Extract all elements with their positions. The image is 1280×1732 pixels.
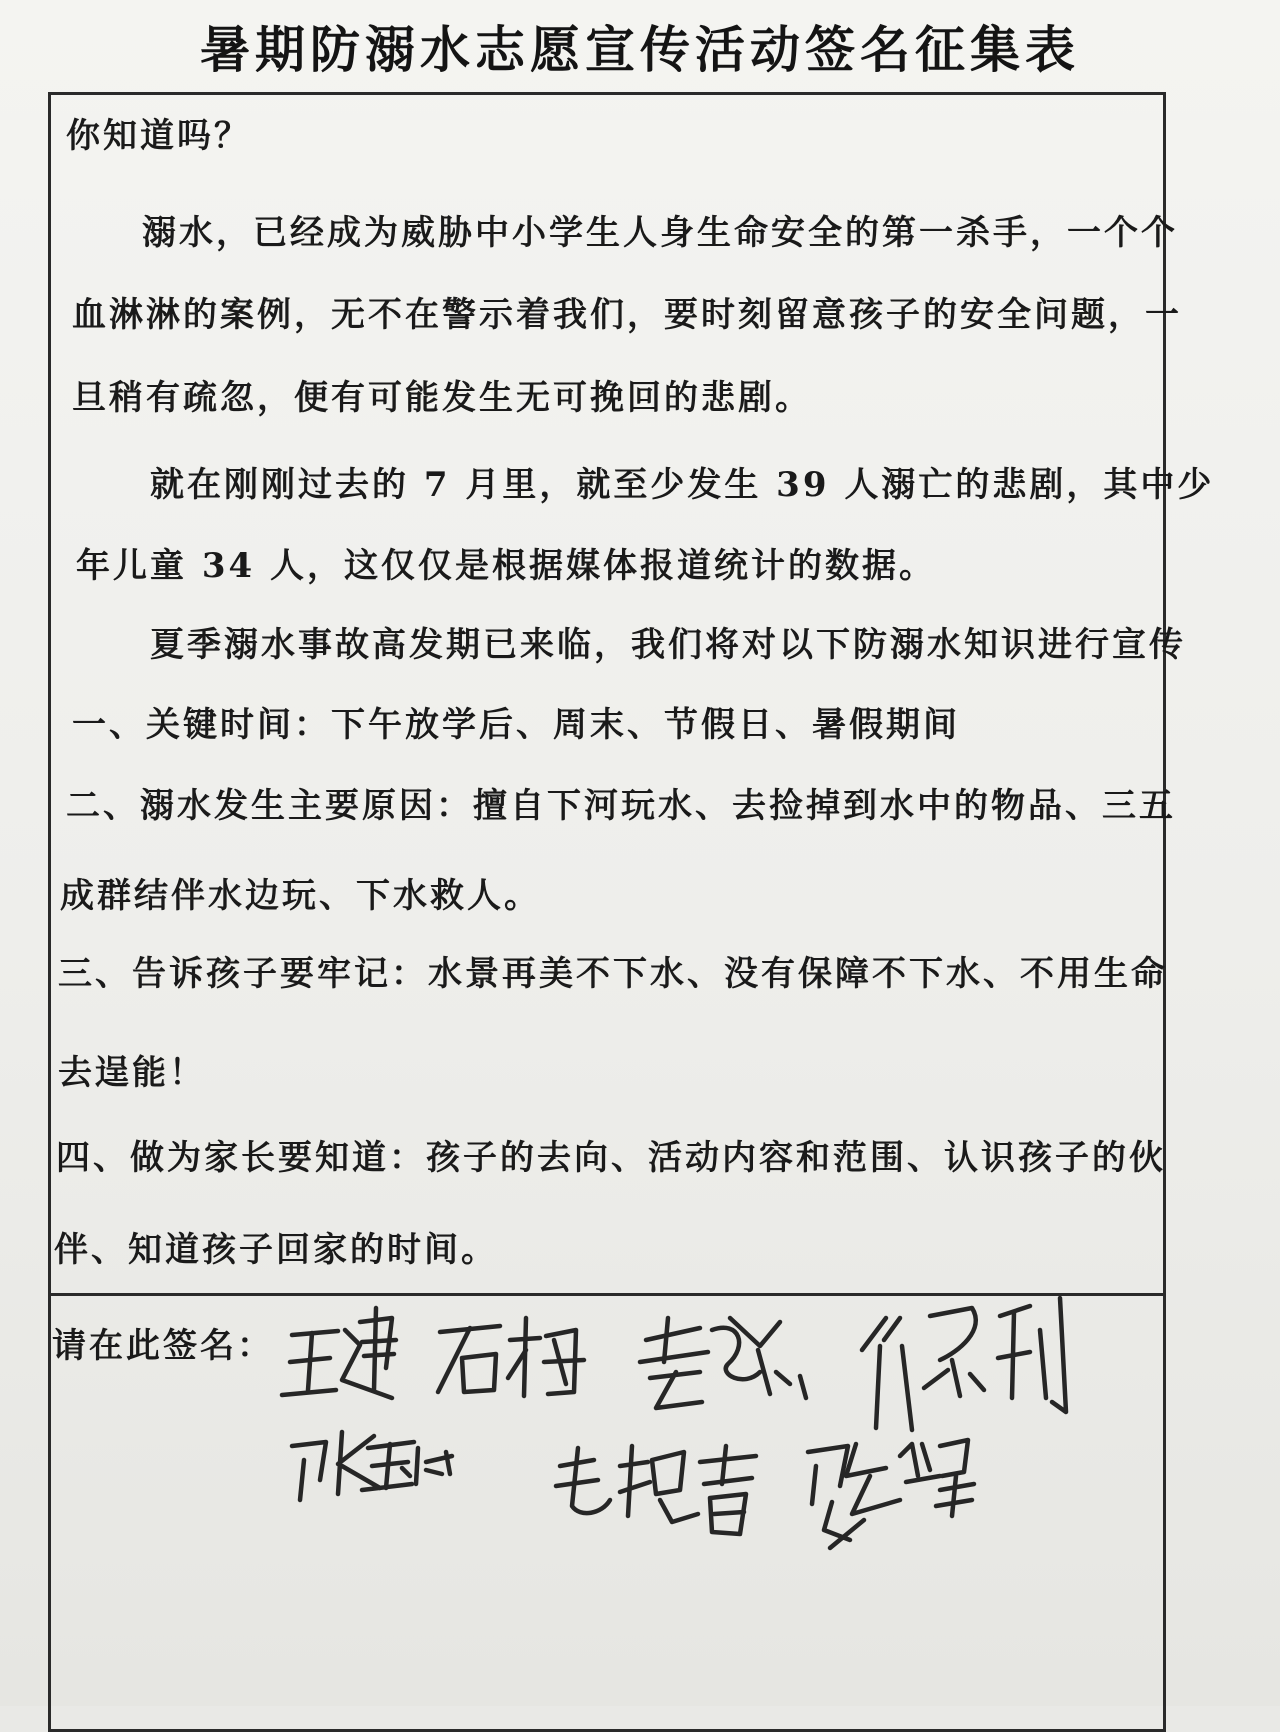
list-item: 一、关键时间：下午放学后、周末、节假日、暑假期间 [72, 705, 960, 745]
document-title: 暑期防溺水志愿宣传活动签名征集表 [200, 20, 1080, 79]
paragraph-line: 溺水，已经成为威胁中小学生人身生命安全的第一杀手，一个个 [142, 213, 1178, 253]
paragraph-line: 年儿童 34 人，这仅仅是根据媒体报道统计的数据。 [76, 546, 936, 586]
paragraph-line: 旦稍有疏忽，便有可能发生无可挽回的悲剧。 [72, 378, 812, 418]
paragraph-line: 血淋淋的案例，无不在警示着我们，要时刻留意孩子的安全问题，一 [72, 295, 1182, 335]
list-item: 去逞能！ [58, 1053, 206, 1093]
paragraph-line: 就在刚刚过去的 7 月里，就至少发生 39 人溺亡的悲剧，其中少 [150, 465, 1215, 505]
signature-label: 请在此签名： [52, 1326, 274, 1366]
list-item: 三、告诉孩子要牢记：水景再美不下水、没有保障不下水、不用生命 [58, 954, 1168, 994]
list-item: 二、溺水发生主要原因：擅自下河玩水、去捡掉到水中的物品、三五 [66, 786, 1176, 826]
list-item: 伴、知道孩子回家的时间。 [54, 1230, 498, 1270]
list-item: 四、做为家长要知道：孩子的去向、活动内容和范围、认识孩子的伙 [56, 1138, 1166, 1178]
paragraph-line: 夏季溺水事故高发期已来临，我们将对以下防溺水知识进行宣传 [150, 625, 1186, 665]
intro-heading: 你知道吗？ [66, 116, 251, 156]
list-item: 成群结伴水边玩、下水救人。 [60, 876, 541, 916]
section-divider [48, 1293, 1166, 1296]
